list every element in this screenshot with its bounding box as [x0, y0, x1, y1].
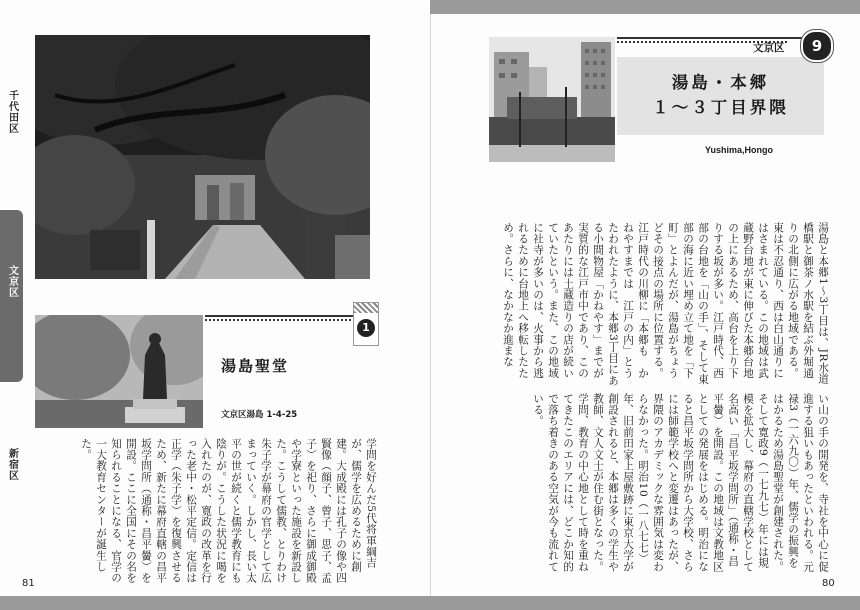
section-title-line2: １～３丁目界隈 [652, 98, 789, 117]
ward-tab-bunkyo: 文京区 [0, 210, 23, 382]
page-number-right: 80 [822, 578, 835, 589]
page-number-left: 81 [22, 578, 35, 589]
bottom-band-left [0, 596, 430, 610]
main-photo-yushima-seido-path [35, 35, 370, 279]
spot-heading-box [205, 315, 375, 428]
spot-number-marker [353, 302, 379, 346]
ward-tab-chiyoda: 千代田区 [6, 90, 18, 134]
header-photo-hongo-street [489, 37, 615, 162]
bottom-band-right [430, 596, 860, 610]
area-label: 文京区 [753, 42, 785, 54]
ward-index-tabs [0, 90, 23, 510]
section-romaji: Yushima,Hongo [705, 145, 774, 155]
intro-text-lower: い山の手の開発を、寺社を中心に促進する狙いもあったといわれる。元禄3（一六九〇）年、儒学の振興をはかるため湯島聖堂が創建された。そして寛政9（一七九七）年には規模を拡大し、幕府の直轄学校として名高い「昌平坂学問所」（通称・昌平黌）を開設。この地域は文教地区としての発展をはじめる。明治になると昌平坂学問所から大学校、さらには師範学校へと変遷はあったが、界隈のアカデミックな雰囲気は変わらなかった。明治10（一八七七）年、旧前田家上屋敷跡に東京大学が創設されると、本郷は多くの学生や教師、文人文士が住む街となった。学問、教育の中心地として時を重ねてきたこのエリアには、どこか知的で落ち着きのある空気が今も流れている。 [532, 393, 829, 573]
spot-address: 文京区湯島 1-4-25 [221, 410, 298, 420]
spot-description-text: 学問を好んだ5代将軍綱吉が、儒学を広めるために創建。大成殿には孔子の像や四賢像（顔子、曾子、思子、孟子）を祀り、さらに御成御殿や学寮といった施設を新設した。こうして儒教、とりわけ朱子学が幕府の官学として広まっていく。しかし、長い太平の世が続くと儒学教育にも陰りが。こうした状況に喝を入れたのが、寛政の改革を行った老中・松平定信。定信は正学（朱子学）を復興させるため、新たに幕府直轄の昌平坂学問所（通称・昌平黌）を開設。ここに全国にその名を知られることになる、官学の一大教育センターが誕生した。 [80, 438, 377, 584]
spot-title: 湯島聖堂 [221, 357, 290, 375]
intro-text-upper: 湯島と本郷1～3丁目は、JR水道橋駅と御茶ノ水駅を結ぶ外堀通りの北側に広がる地域である。東は不忍通り、西は白山通りにはさまれている。この地域は武蔵野台地が東に伸びた本郷台地の上にあるため、高台を上り下りする坂が多い。江戸時代、西部の台地を「山の手」、そして東部の海に近い埋め立て地を「下町」とよんだが、湯島がちょうどその接点の場所に位置する。江戸時代の川柳に「本郷も かねやすまでは 江戸の内」とうたわれたように、本郷3丁目にある小間物屋「かねやす」までが実質的な江戸市中であり、このあたりには土蔵造りの店が続いていたという。また、この地域に社寺が多いのは、火事から逃れるために台地上へ移転したため。さらに、なかなか進まな [502, 222, 829, 387]
spot-number-badge: 1 [357, 319, 375, 337]
section-title-line1: 湯島・本郷 [671, 73, 770, 92]
area-number-badge: 9 [801, 30, 833, 62]
section-header-box [617, 37, 824, 162]
top-band [430, 0, 860, 14]
confucius-statue-photo [35, 315, 203, 428]
ward-tab-shinjuku: 新宿区 [6, 448, 18, 481]
